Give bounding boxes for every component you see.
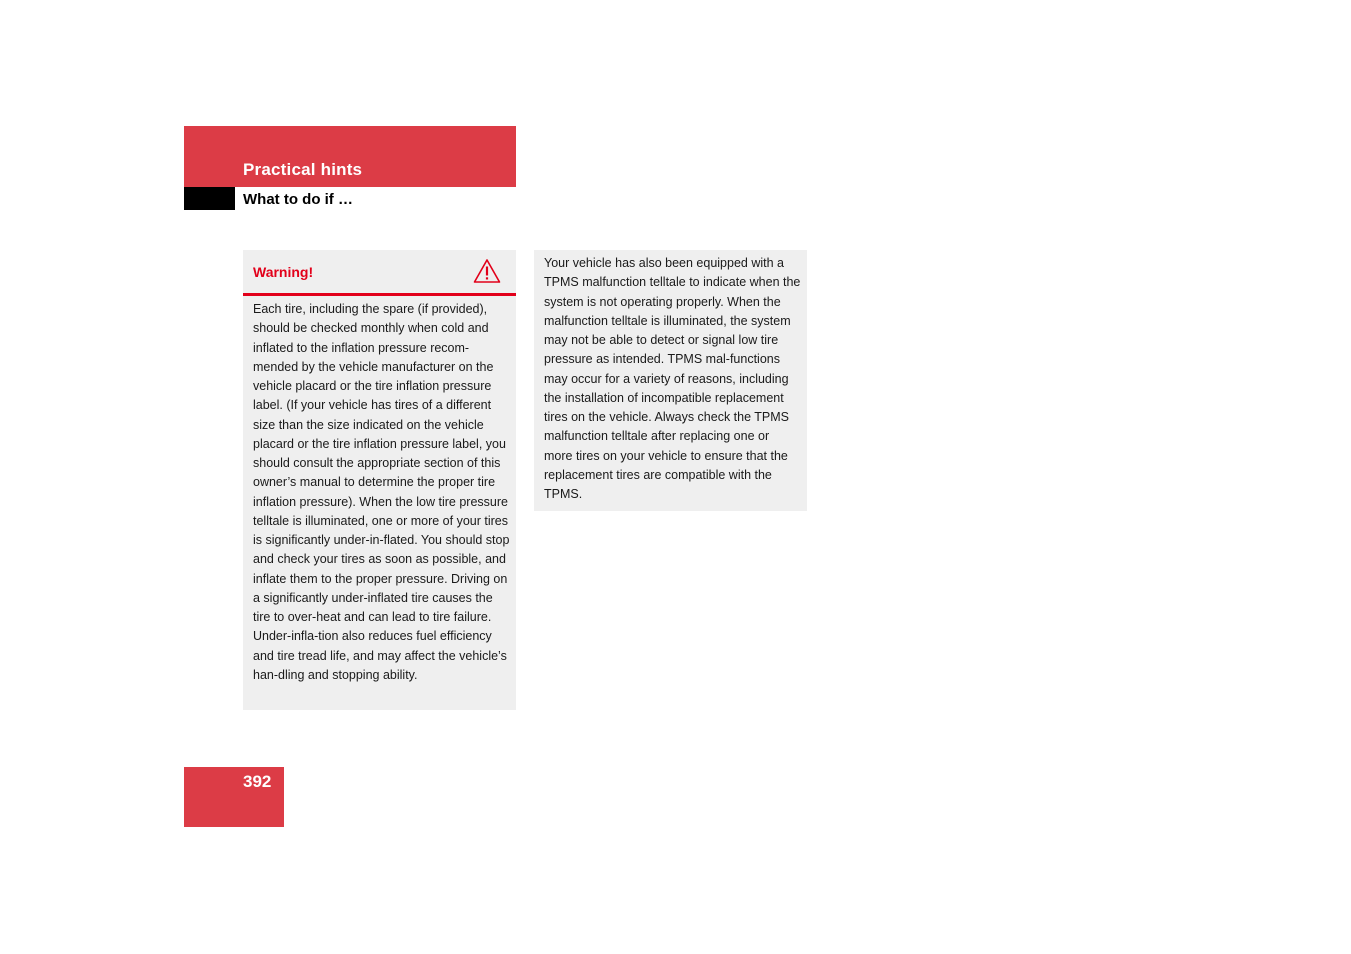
warning-header bbox=[243, 250, 516, 296]
subsection-title: What to do if … bbox=[243, 191, 353, 208]
info-text: Your vehicle has also been equipped with a TPMS malfunction telltale to indicate when the system is not operating properly. When the malfunction telltale is illuminated, the system may not be able to detect or signal low tire pressure as intended. TPMS mal-functions may occur for a variety of reasons, including the installation of incompatible replacement tires on the vehicle. Always check the TPMS malfunction telltale after replacing one or more tires on your vehicle to ensure that the replacement tires are compatible with the TPMS. bbox=[544, 256, 801, 501]
warning-text: Each tire, including the spare (if provided), should be checked monthly when cold and inflated to the inflation pressure recom-mended by the vehicle manufacturer on the vehicle placard or the tire inflation pressure label. (If your vehicle has tires of a different size than the size indicated on the vehicle placard or the tire inflation pressure label, you should consult the appropriate section of this owner’s manual to determine the proper tire inflation pressure). When the low tire pressure telltale is illuminated, one or more of your tires is significantly under-in-flated. You should stop and check your tires as soon as possible, and inflate them to the proper pressure. Driving on a significantly under-inflated tire causes the tire to over-heat and can lead to tire failure. Under-infla-tion also reduces fuel efficiency and tire tread life, and may affect the vehicle’s han-dling and stopping ability. bbox=[253, 302, 510, 682]
warning-triangle-icon bbox=[473, 258, 501, 284]
info-box bbox=[534, 250, 807, 511]
section-marker-tab bbox=[184, 187, 235, 210]
warning-box bbox=[243, 250, 516, 710]
page-number: 392 bbox=[243, 772, 272, 791]
warning-label: Warning! bbox=[253, 264, 314, 280]
section-title: Practical hints bbox=[243, 160, 363, 179]
